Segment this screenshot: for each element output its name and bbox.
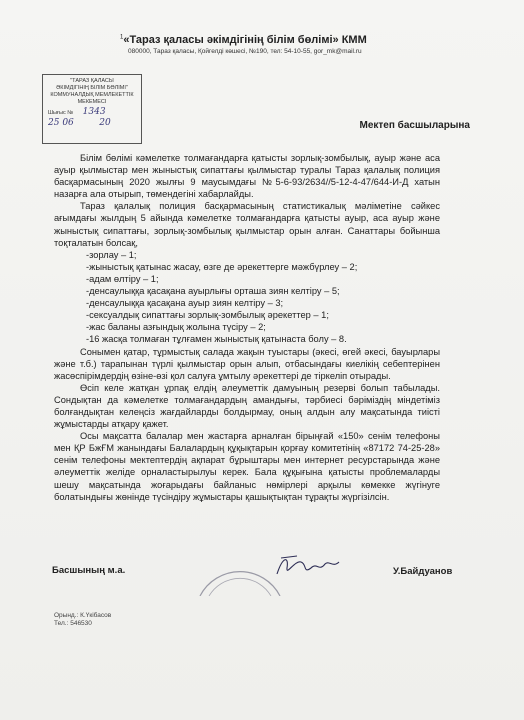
crime-list	[54, 249, 440, 346]
paragraph-5: Осы мақсатта балалар мен жастарға арналған бірыңғай «150» сенім телефоны мен ҚР БжҒМ жанындағы Балалардың құқықтарын қорғау комитетінің «87172 74-25-28» сенім телефоны мектептердің ақпарат бұрыштары мен интернет ресурстарында және әлеуметтік желіде орналастырылуы керек. Бала құқығына қатысты проблемаларды шешу мақсатында жоғарыдағы байланыс нөмірлері арқылы көмекке жүгінуге болатындығы жөнінде түсіндіру жұмыстары қашықтықтан тұрақты жүргізілсін.	[54, 431, 440, 502]
handwritten-signature-icon	[273, 552, 343, 580]
list-item: -16 жасқа толмаған тұлғамен жыныстық қатынаста болу – 8.	[86, 334, 347, 345]
list-item: -денсаулыққа қасақана ауыр зиян келтіру – 3;	[86, 298, 284, 309]
stamp-year: 20	[99, 118, 111, 128]
stamp-number-row	[43, 109, 141, 117]
list-item: -сексуалдық сипаттағы зорлық-зомбылық әрекеттер – 1;	[86, 310, 329, 321]
paragraph-2: Тараз қалалық полиция басқармасының статистикалық мәліметіне сәйкес ағымдағы жылдың 5 айында кәмелетке толмағандарға қатысты ауыр, аса ауыр және жыныстық сипаттағы, зорлық-зомбылық қылмыстар орын алған. Санаттары бойынша тоқталатын болсақ,	[54, 201, 440, 248]
executor-name: Орынд.: К.Үкібасов	[54, 612, 112, 619]
letter-body	[54, 152, 440, 503]
list-item: -денсаулыққа қасақана ауырлығы орташа зиян келтіру – 5;	[86, 286, 340, 297]
org-address: 080000, Тараз қаласы, Қойгелді көшесі, №190, тел: 54-10-55, gor_mk@mail.ru	[128, 48, 362, 55]
signatory-position: Басшының м.а.	[52, 565, 126, 576]
paragraph-1: Білім бөлімі кәмелетке толмағандарға қатысты зорлық-зомбылық, ауыр және аса ауыр қылмыстар мен жыныстық сипаттағы қылмыстар туралы Тараз қалалық полиция басқармасының 2020 жылғы 9 маусымдағы №5-6-93/2634//5-12-4-47/644-И-Д хатын назарға ала отырып, төмендегіні хабарлайды.	[54, 153, 440, 200]
org-title	[120, 34, 367, 46]
registration-stamp	[42, 74, 142, 144]
stamp-date-row	[43, 120, 141, 128]
list-item: -зорлау – 1;	[86, 249, 137, 260]
page-mark: 1	[120, 34, 124, 41]
executor-info	[54, 612, 111, 628]
paragraph-4: Өсіп келе жатқан ұрпақ елдің әлеуметтік дамуының резерві болып табылады. Сондықтан да кәмелетке толмағандардың амандығы, тәрбиесі бәріміздің міндетіміз болғандықтан келеңсіз жағдайларды болдырмау, оның алдын алу мақсатында тиісті жұмыстарды атқару қажет.	[54, 382, 440, 430]
stamp-line-1: "ТАРАЗ ҚАЛАСЫ	[70, 78, 114, 84]
list-item: -адам өлтіру – 1;	[86, 273, 159, 284]
paragraph-3: Сонымен қатар, тұрмыстық салада жақын туыстары (әкесі, өгей әкесі, бауырлары және т.б.) тарапынан түрлі қылмыстар орын алып, отбасындағы киелікің себептерінен жасөспірімдердің өзіне-өзі қол салуға ұмтылу әрекеттері де тіркеліп отырады.	[54, 346, 440, 381]
list-item: -жас баланы азғындық жолына түсіру – 2;	[86, 322, 266, 333]
signatory-name: У.Байдуанов	[393, 566, 453, 577]
list-item: -жыныстық қатынас жасау, өзге де әрекеттерге мәжбүрлеу – 2;	[86, 261, 358, 272]
addressee: Мектеп басшыларына	[359, 120, 470, 131]
official-seal-icon	[195, 556, 285, 596]
stamp-line-3: КОММУНАЛДЫҚ МЕМЛЕКЕТТІК	[50, 92, 134, 98]
stamp-number-value: 1343	[82, 107, 106, 117]
stamp-date-value: 25 06	[48, 118, 74, 128]
executor-phone: Тел.: 546530	[54, 620, 92, 627]
stamp-line-2: ӘКІМДІГІНІҢ БІЛІМ БӨЛІМІ"	[56, 85, 128, 91]
stamp-number-label: Шығыс №	[48, 110, 74, 116]
org-name: «Тараз қаласы әкімдігінің білім бөлімі» КММ	[123, 34, 367, 46]
stamp-line-4: МЕКЕМЕСІ	[77, 99, 107, 105]
